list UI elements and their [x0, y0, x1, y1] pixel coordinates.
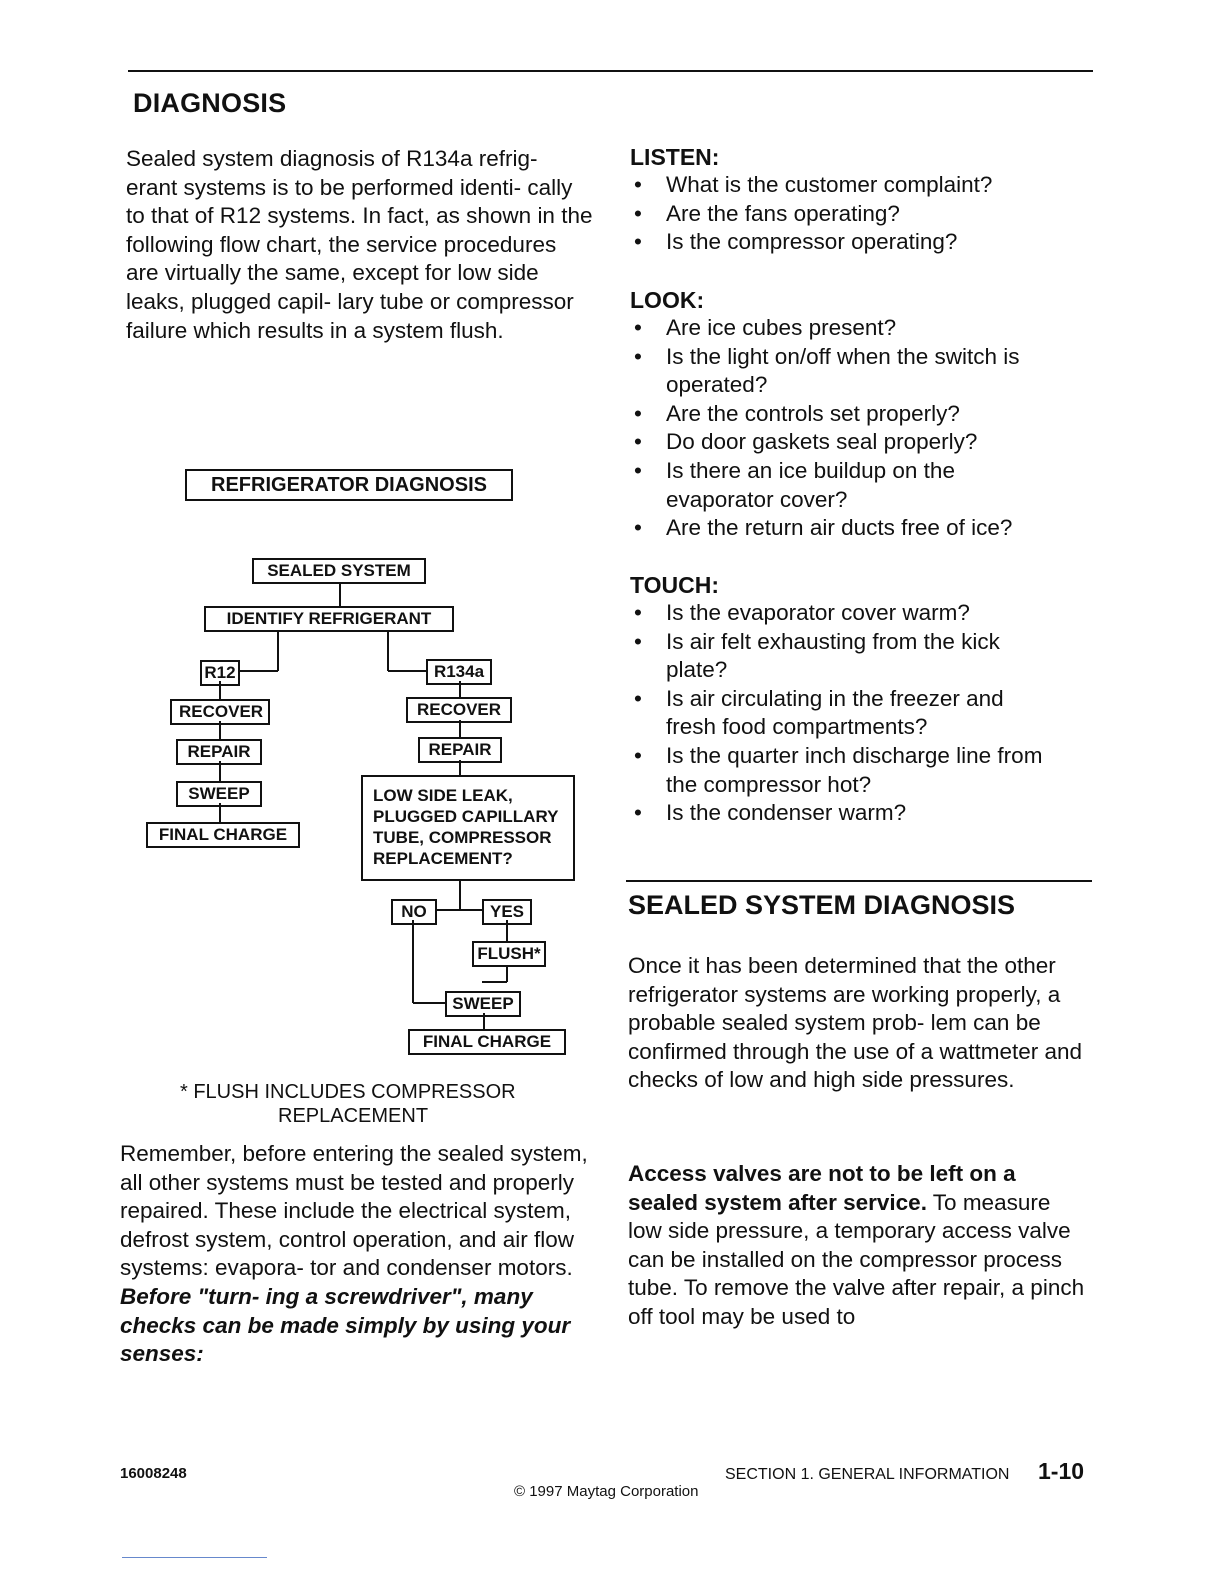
page-number: 1-10 [1038, 1458, 1085, 1484]
no-box: NO [391, 899, 437, 925]
intro-paragraph: Sealed system diagnosis of R134a refrig- erant systems is to be performed identi- cally to that of R12 systems. In fact, as shown in the following flow chart, the service procedures are virtually the same, except for low side leaks, plugged capil- lary tube or compressor failure which results in a system flush. [126, 146, 593, 343]
list-item: • Is the compressor operating? [630, 228, 1110, 257]
reminder-bold-text: Before "turn- ing a screwdriver", many checks can be made simply by using your senses: [120, 1283, 571, 1367]
flowchart-footnote-line2: REPLACEMENT [278, 1105, 429, 1127]
list-item: • Are the return air ducts free of ice? [630, 514, 1100, 543]
r12-box: R12 [200, 660, 240, 686]
sealed-system-box: SEALED SYSTEM [252, 558, 426, 584]
listen-list [630, 171, 1110, 257]
look-list [630, 314, 1100, 543]
list-item: • Is the evaporator cover warm? [630, 599, 1100, 628]
right-final-charge-box: FINAL CHARGE [408, 1029, 566, 1055]
list-item: • Is the light on/off when the switch is operated? [630, 343, 1066, 400]
identify-refrigerant-box: IDENTIFY REFRIGERANT [204, 606, 454, 632]
sealed-paragraph-2-regular: To measure low side pressure, a temporary access valve can be installed on the compressor process tube. To remove the valve after repair, a pinch off tool may be used to [628, 1189, 1085, 1329]
list-item: • Is there an ice buildup on the evaporator cover? [630, 457, 1006, 514]
left-repair-box: REPAIR [176, 739, 262, 765]
list-item: • Is the quarter inch discharge line from the compressor hot? [630, 742, 1066, 799]
doc-number: 16008248 [120, 1465, 187, 1482]
listen-section [630, 143, 1110, 257]
question-box: LOW SIDE LEAK, PLUGGED CAPILLARY TUBE, COMPRESSOR REPLACEMENT? [361, 775, 575, 881]
reminder-paragraph [120, 1140, 592, 1369]
right-sweep-box: SWEEP [445, 991, 521, 1017]
sealed-paragraph-1: Once it has been determined that the other refrigerator systems are working properly, a probable sealed system prob- lem can be confirmed through the use of a wattmeter and checks of low and high side pressures. [628, 953, 1083, 1093]
list-item: • Are the controls set properly? [630, 400, 1100, 429]
touch-heading: TOUCH: [630, 572, 720, 598]
flowchart-title: REFRIGERATOR DIAGNOSIS [185, 469, 513, 501]
flush-box: FLUSH* [472, 941, 546, 967]
look-heading: LOOK: [630, 287, 705, 313]
r134a-box: R134a [426, 659, 492, 685]
reminder-regular-text: Remember, before entering the sealed system, all other systems must be tested and properly repaired. These include the electrical system, defrost system, control operation, and air flow systems: evapora- tor and condenser motors. [120, 1141, 588, 1281]
sealed-system-title: SEALED SYSTEM DIAGNOSIS [628, 890, 1016, 920]
left-final-charge-box: FINAL CHARGE [146, 822, 300, 848]
list-item: • Is the condenser warm? [630, 799, 1100, 828]
sealed-paragraph-2 [628, 1160, 1086, 1332]
list-item: • Are ice cubes present? [630, 314, 1100, 343]
list-item: • Do door gaskets seal properly? [630, 428, 1100, 457]
section-label: SECTION 1. GENERAL INFORMATION [725, 1466, 1010, 1483]
section-rule [626, 880, 1092, 882]
flowchart-footnote-line1: * FLUSH INCLUDES COMPRESSOR [180, 1081, 516, 1103]
bottom-link-line [122, 1557, 267, 1558]
left-sweep-box: SWEEP [176, 781, 262, 807]
list-item: • Is air felt exhausting from the kick plate? [630, 628, 1056, 685]
list-item: • What is the customer complaint? [630, 171, 1110, 200]
copyright: © 1997 Maytag Corporation [514, 1483, 699, 1500]
right-recover-box: RECOVER [406, 697, 512, 723]
listen-heading: LISTEN: [630, 144, 720, 170]
page-title: DIAGNOSIS [133, 88, 287, 118]
sealed-paragraph-2-bold: Access valves are not to be left on a sealed system after service. [628, 1161, 1016, 1215]
list-item: • Are the fans operating? [630, 200, 1110, 229]
list-item: • Is air circulating in the freezer and fresh food compartments? [630, 685, 1056, 742]
touch-list [630, 599, 1100, 828]
right-repair-box: REPAIR [418, 737, 502, 763]
left-recover-box: RECOVER [170, 699, 270, 725]
yes-box: YES [482, 899, 532, 925]
touch-section [630, 571, 1100, 828]
look-section [630, 286, 1100, 543]
